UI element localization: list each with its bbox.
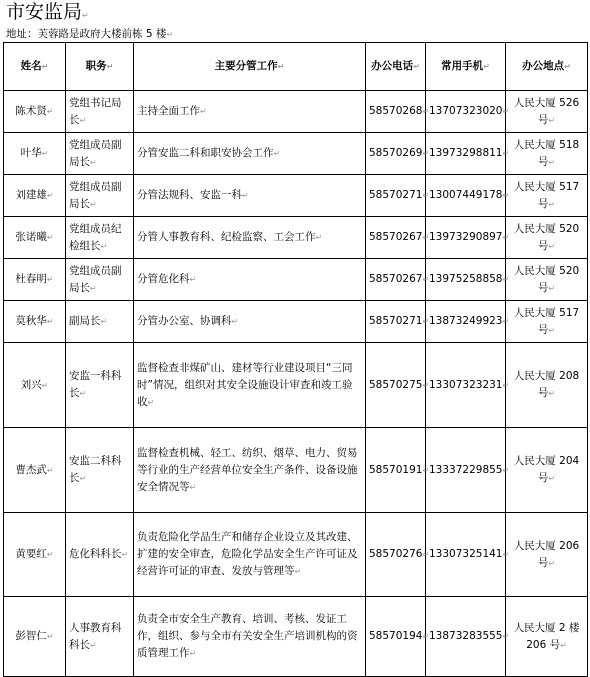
table-row [4,217,588,259]
cell-office-phone: 58570191↵ [366,428,426,513]
cell-duties: 分管办公室、协调科↵ [134,301,366,343]
cell-position: 党组成员副局长↵ [66,133,134,175]
page-title: 市安监局↵ [6,1,89,23]
header-office: 办公地点↵ [506,43,588,91]
cell-office-phone: 58570267↵ [366,259,426,301]
cell-office: 人民大厦 518 号↵ [506,133,588,175]
cell-office: 人民大厦 526 号↵ [506,91,588,133]
cell-duties: 监督检查非煤矿山、建材等行业建设项目“三同时”情况，组织对其安全设施设计审查和竣工验收↵ [134,343,366,428]
cell-mobile: 13307323231↵ [426,343,506,428]
cell-office-phone: 58570268↵ [366,91,426,133]
cell-name: 叶华↵ [4,133,66,175]
address-line: 地址：芙蓉路是政府大楼前栋 5 楼↵ [6,28,174,40]
cell-office: 人民大厦 208 号↵ [506,343,588,428]
header-office-phone: 办公电话↵ [366,43,426,91]
table-row [4,513,588,597]
cell-mobile: 13975258858↵ [426,259,506,301]
cell-office: 人民大厦 517 号↵ [506,301,588,343]
cell-mobile: 13007449178↵ [426,175,506,217]
cell-name: 张诺曦↵ [4,217,66,259]
cell-duties: 主持全面工作↵ [134,91,366,133]
cell-mobile: 13307325141↵ [426,513,506,597]
cell-position: 安监二科科长↵ [66,428,134,513]
cell-name: 刘兴↵ [4,343,66,428]
cell-position: 人事教育科科长↵ [66,597,134,677]
cell-name: 彭智仁↵ [4,597,66,677]
cell-mobile: 13873249923↵ [426,301,506,343]
cell-position: 党组成员副局长↵ [66,175,134,217]
cell-duties: 分管危化科↵ [134,259,366,301]
cell-mobile: 13973298811↵ [426,133,506,175]
cell-name: 黄要红↵ [4,513,66,597]
cell-duties: 负责全市安全生产教育、培训、考核、发证工作，组织、参与全市有关安全生产培训机构的资质管理工作↵ [134,597,366,677]
cell-office: 人民大厦 206 号↵ [506,513,588,597]
cell-office-phone: 58570194↵ [366,597,426,677]
cell-office-phone: 58570271↵ [366,301,426,343]
cell-position: 危化科科长↵ [66,513,134,597]
table-row [4,301,588,343]
cell-position: 党组成员纪检组长↵ [66,217,134,259]
cell-office: 人民大厦 520 号↵ [506,259,588,301]
table-row [4,133,588,175]
cell-mobile: 13337229855↵ [426,428,506,513]
header-duties: 主要分管工作↵ [134,43,366,91]
cell-name: 曹杰武↵ [4,428,66,513]
table-header-row [4,43,588,91]
cell-name: 莫秋华↵ [4,301,66,343]
cell-duties: 分管法规科、安监一科↵ [134,175,366,217]
cell-office-phone: 58570269↵ [366,133,426,175]
table-row [4,259,588,301]
cell-office: 人民大厦 517 号↵ [506,175,588,217]
header-name: 姓名↵ [4,43,66,91]
cell-office: 人民大厦 520 号↵ [506,217,588,259]
cell-duties: 负责危险化学品生产和储存企业设立及其改建、扩建的安全审查，危险化学品安全生产许可证及经营许可证的审查、发放与管理等↵ [134,513,366,597]
table-row [4,175,588,217]
cell-name: 陈术贤↵ [4,91,66,133]
cell-office-phone: 58570276↵ [366,513,426,597]
cell-office-phone: 58570271↵ [366,175,426,217]
cell-duties: 分管安监二科和职安协会工作↵ [134,133,366,175]
cell-position: 副局长↵ [66,301,134,343]
cell-mobile: 13873283555↵ [426,597,506,677]
header-mobile: 常用手机↵ [426,43,506,91]
cell-office-phone: 58570267↵ [366,217,426,259]
cell-name: 杜春明↵ [4,259,66,301]
table-row [4,428,588,513]
cell-office: 人民大厦 2 楼 206 号↵ [506,597,588,677]
cell-duties: 监督检查机械、轻工、纺织、烟草、电力、贸易等行业的生产经营单位安全生产条件、设备设施安全情况等↵ [134,428,366,513]
cell-office: 人民大厦 204 号↵ [506,428,588,513]
cell-mobile: 13707323020↵ [426,91,506,133]
cell-mobile: 13973290897↵ [426,217,506,259]
table-row [4,597,588,677]
cell-duties: 分管人事教育科、纪检监察、工会工作↵ [134,217,366,259]
staff-table [3,42,588,677]
table-row [4,343,588,428]
cell-office-phone: 58570275↵ [366,343,426,428]
table-row [4,91,588,133]
cell-position: 党组成员副局长↵ [66,259,134,301]
cell-name: 刘建雄↵ [4,175,66,217]
cell-position: 安监一科科长↵ [66,343,134,428]
header-position: 职务↵ [66,43,134,91]
cell-position: 党组书记局长↵ [66,91,134,133]
